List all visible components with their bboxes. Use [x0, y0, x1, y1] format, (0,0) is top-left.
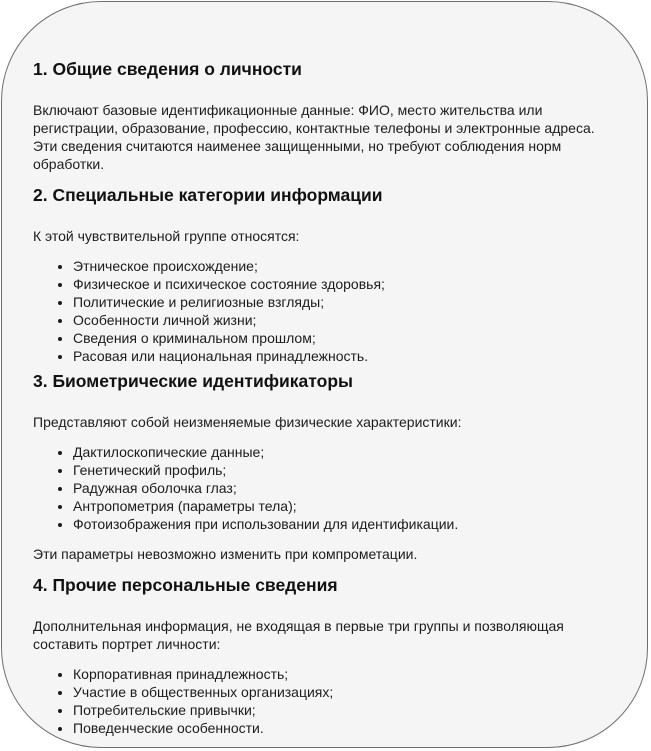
list-item: • Дактилоскопические данные;: [73, 443, 617, 461]
section-heading: 3. Биометрические идентификаторы: [33, 371, 353, 391]
list-item: • Поведенческие особенности.: [73, 719, 617, 737]
list-item: • Фотоизображения при использовании для идентификации.: [73, 515, 617, 533]
section-other-personal-data: [33, 575, 617, 737]
list-item: • Корпоративная принадлежность;: [73, 665, 617, 683]
bullet-list: [33, 257, 617, 365]
section-general-info: [33, 59, 617, 173]
list-item: • Участие в общественных организациях;: [73, 683, 617, 701]
section-heading: 2. Специальные категории информации: [33, 185, 383, 205]
section-heading: 4. Прочие персональные сведения: [33, 575, 338, 595]
section-paragraph: Дополнительная информация, не входящая в первые три группы и позволяющая составить портрет личности:: [33, 618, 564, 652]
personal-data-categories-card: [1, 1, 648, 748]
list-item: • Антропометрия (параметры тела);: [73, 497, 617, 515]
section-paragraph: К этой чувствительной группе относятся:: [33, 228, 300, 244]
list-item: • Политические и религиозные взгляды;: [73, 293, 617, 311]
section-paragraph: Представляют собой неизменяемые физические характеристики:: [33, 414, 462, 430]
list-item: • Потребительские привычки;: [73, 701, 617, 719]
section-biometric-identifiers: [33, 371, 617, 563]
section-paragraph: Включают базовые идентификационные данные: ФИО, место жительства или регистрации, образование, профессию, контактные телефоны и электронные адреса. Эти сведения считаются наименее защищенными, но требуют соблюдения норм обработки.: [33, 102, 595, 172]
bullet-list: [33, 665, 617, 737]
list-item: • Особенности личной жизни;: [73, 311, 617, 329]
list-item: • Физическое и психическое состояние здоровья;: [73, 275, 617, 293]
section-note: Эти параметры невозможно изменить при компрометации.: [33, 546, 418, 562]
list-item: • Генетический профиль;: [73, 461, 617, 479]
bullet-list: [33, 443, 617, 533]
list-item: • Этническое происхождение;: [73, 257, 617, 275]
section-special-categories: [33, 185, 617, 365]
list-item: • Радужная оболочка глаз;: [73, 479, 617, 497]
section-heading: 1. Общие сведения о личности: [33, 59, 302, 79]
list-item: • Сведения о криминальном прошлом;: [73, 329, 617, 347]
list-item: • Расовая или национальная принадлежность.: [73, 347, 617, 365]
